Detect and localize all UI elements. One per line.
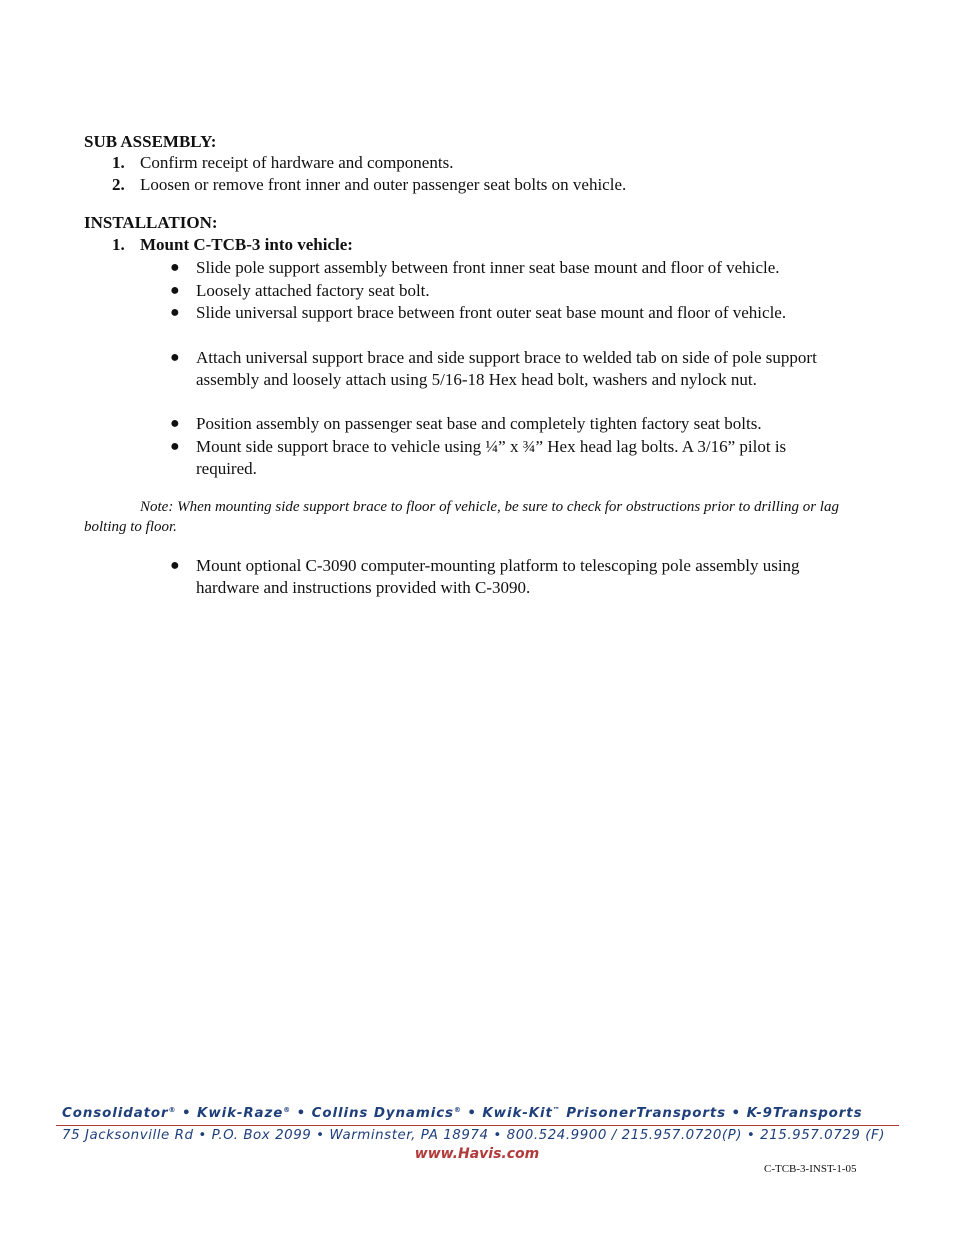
bullet-icon: ● (170, 415, 180, 432)
brand-name: Kwik-Raze (197, 1106, 284, 1121)
step-number: 1. (112, 235, 125, 254)
footer-divider (56, 1125, 899, 1126)
bullet-icon: ● (170, 557, 180, 574)
brand-mark: ® (283, 1106, 292, 1114)
installation-heading: INSTALLATION: (84, 213, 218, 232)
brand-name: PrisonerTransports (566, 1106, 726, 1121)
step-text: Confirm receipt of hardware and components. (140, 153, 454, 172)
footer-website-link[interactable]: www.Havis.com (414, 1146, 540, 1162)
installation-bullet (170, 413, 850, 435)
footer-address: 75 Jacksonville Rd • P.O. Box 2099 • Warminster, PA 18974 • 800.524.9900 / 215.957.0720(P) • 215.957.0729 (F) (62, 1128, 886, 1143)
bullet-text: Loosely attached factory seat bolt. (196, 281, 430, 300)
brand-name: Collins Dynamics (311, 1106, 454, 1121)
sub-assembly-heading: SUB ASSEMBLY: (84, 132, 217, 151)
brand-mark: ® (168, 1106, 177, 1114)
brand-mark: ™ (552, 1106, 561, 1114)
bullet-text: Slide universal support brace between front outer seat base mount and floor of vehicle. (196, 303, 787, 322)
installation-note (84, 497, 854, 537)
bullet-icon: ● (170, 304, 180, 321)
installation-bullet (170, 347, 850, 391)
bullet-text: Mount side support brace to vehicle using ¼” x ¾” Hex head lag bolts. A 3/16” pilot is required. (196, 437, 787, 478)
step-text: Loosen or remove front inner and outer passenger seat bolts on vehicle. (140, 175, 627, 194)
step-number: 1. (112, 153, 125, 172)
bullet-text: Slide pole support assembly between front inner seat base mount and floor of vehicle. (196, 258, 780, 277)
installation-step-1 (112, 235, 353, 255)
brand-name: Consolidator (62, 1106, 169, 1121)
sub-assembly-step-1 (112, 153, 453, 173)
installation-bullet (170, 280, 850, 302)
installation-bullet-final (170, 555, 830, 599)
sub-assembly-step-2 (112, 175, 626, 195)
step-number: 2. (112, 175, 125, 194)
bullet-text: Mount optional C-3090 computer-mounting platform to telescoping pole assembly using hardware and instructions provided with C-3090. (196, 556, 800, 597)
document-code: C-TCB-3-INST-1-05 (764, 1163, 857, 1175)
installation-bullet (170, 257, 850, 279)
bullet-text: Position assembly on passenger seat base and completely tighten factory seat bolts. (196, 414, 762, 433)
installation-bullet (170, 436, 840, 480)
brand-name: Kwik-Kit (482, 1106, 553, 1121)
brand-mark: ® (453, 1106, 462, 1114)
brand-name: K-9Transports (746, 1106, 863, 1121)
note-text: Note: When mounting side support brace to floor of vehicle, be sure to check for obstructions prior to drilling or lag bolting to floor. (84, 499, 839, 535)
bullet-icon: ● (170, 282, 180, 299)
bullet-icon: ● (170, 349, 180, 366)
step-text: Mount C-TCB-3 into vehicle: (140, 235, 353, 254)
bullet-icon: ● (170, 259, 180, 276)
installation-bullet (170, 302, 800, 324)
bullet-icon: ● (170, 438, 180, 455)
bullet-text: Attach universal support brace and side support brace to welded tab on side of pole support assembly and loosely attach using 5/16-18 Hex head bolt, washers and nylock nut. (196, 348, 817, 389)
footer-brands: Consolidator® • Kwik-Raze® • Collins Dynamics® • Kwik-Kit™ PrisonerTransports • K-9Transports (62, 1106, 863, 1121)
